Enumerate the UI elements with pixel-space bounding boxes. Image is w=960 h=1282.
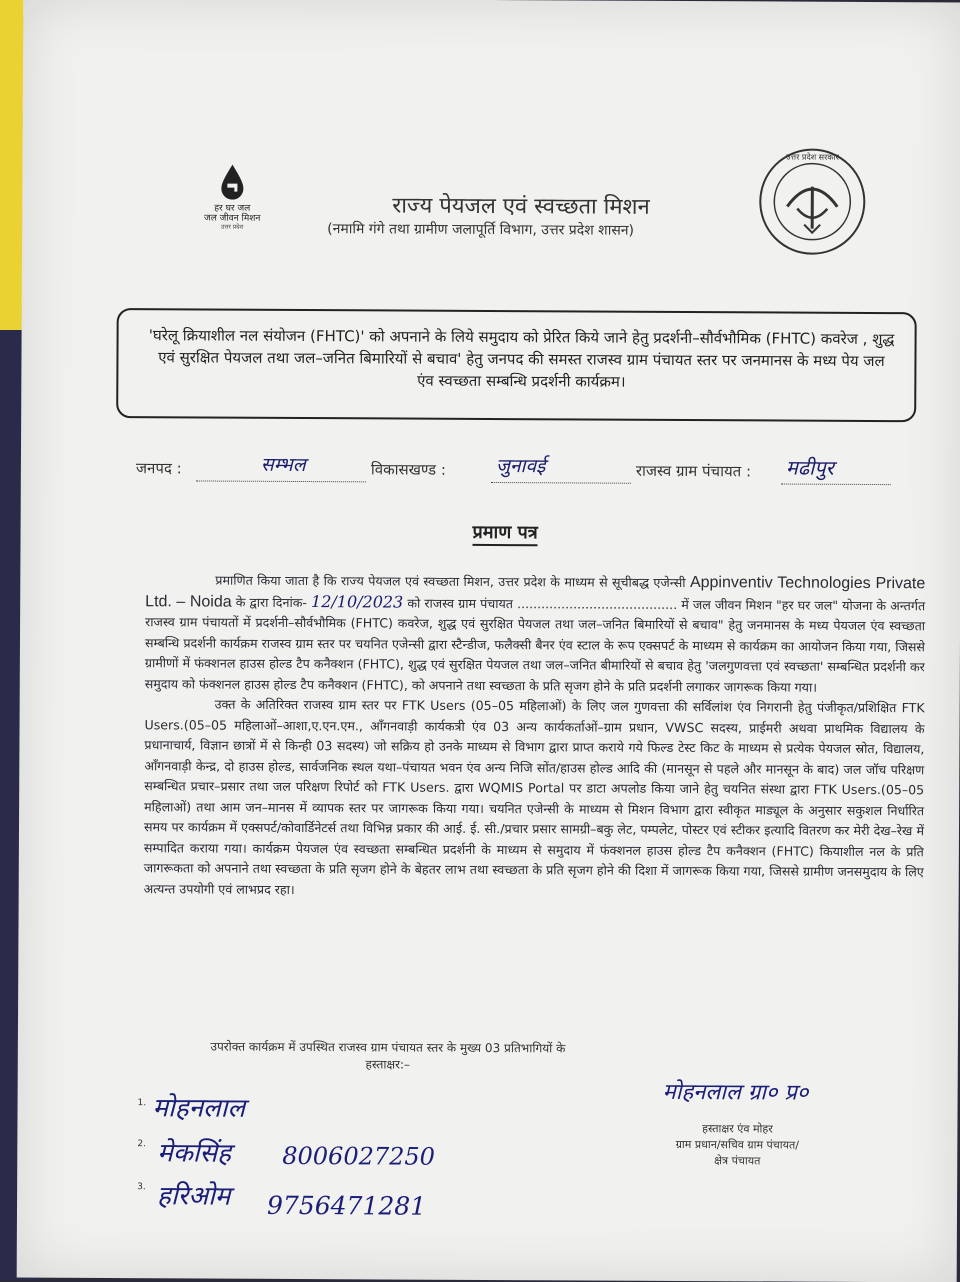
signature-name: हरिओम [157,1176,231,1212]
vikaskhand-label: विकासखण्ड : [371,459,446,479]
signature-name: मेकसिंह [157,1133,231,1169]
signature-phone: 9756471281 [267,1191,426,1221]
caption-line-2: ग्राम प्रधान/सचिव ग्राम पंचायत/ [647,1137,827,1154]
header-subtitle: (नमामि गंगे तथा ग्रामीण जलापूर्ति विभाग, उत्तर प्रदेश शासन) [327,219,634,240]
header-title: राज्य पेयजल एवं स्वच्छता मिशन [392,189,650,220]
signature-phone: 8006027250 [282,1142,435,1171]
caption-line-3: क्षेत्र पंचायत [647,1153,827,1170]
participants-note [148,1038,628,1075]
logo-line-2: जल जीवन मिशन [192,213,272,223]
janpad-label: जनपद : [136,458,182,478]
vikaskhand-value: जुनावई [496,452,546,478]
janpad-value: सम्भल [261,451,306,477]
logo-line-3: उत्तर प्रदेश [192,223,272,230]
p1-date-label: के द्वारा दिनांक- [236,594,307,609]
signature-name: मोहनलाल [152,1088,245,1124]
certificate-body [144,570,926,903]
gram-panchayat-value: मढीपुर [786,454,834,481]
signature-number: 2. [137,1139,146,1149]
signature-caption [647,1121,827,1170]
signature-number: 1. [138,1098,147,1108]
participants-line-1: उपरोक्त कार्यक्रम में उपस्थित राजस्व ग्राम पंचायत स्तर के मुख्य 03 प्रतिभागियों के [148,1038,628,1058]
seal-text: उत्तर प्रदेश सरकार [763,151,863,163]
paragraph-2: उक्त के अतिरिक्त राजस्व ग्राम स्तर पर FTK Users (05–05 महिलाओं) के लिए जल गुणवत्ता की सर्विलांश एंव निगरानी हेतु पंजीकृत/प्रशिक्षित FTK Users.(05–05 महिलाओं–आशा,ए.एन.एम., ऑंगनवाड़ी कार्यकत्री एंव 03 अन्य कार्यकर्ताओं–ग्राम प्रधान, VWSC सदस्य, प्राईमरी अथवा प्राथमिक विद्यालय के प्रधानाचार्य, विज्ञान छात्रों में से किन्ही 03 सदस्य) जो सक्रिय हो उनके माध्यम से विभाग द्वारा प्राप्त कराये गये फिल्ड टेस्ट किट के माध्यम से प्रत्येक पेयजल स्रोत, विद्यालय, ऑंगनवाड़ी केन्द्र, दो हाउस होल्ड, सार्वजनिक स्थल यथा–पंचायत भवन एंव अन्य निजि सोंत/हाउस होल्ड आदि की (मानसून से पहले और मानसून के बाद) जल जॉच परिक्षण सम्बन्धित प्रचार–प्रसार तथा जल परिक्षण रिपोर्ट को FTK Users. द्वारा WQMIS Portal पर डाटा अपलोड किया जाने हेतु चयनित संस्था द्वारा FTK Users.(05–05 महिलाओं) तथा आम जन–मानस में व्यापक स्तर पर जागरूक किया गया। चयनित एजेन्सी के माध्यम से मिशन विभाग द्वारा स्वीकृत माड्यूल के अनुसार सकुशल निर्धारित समय पर कार्यक्रम में एक्सपर्ट/कोवार्डिनेटर्स तथा विभिन्न प्रकार की आई. ई. सी./प्रचार प्रसार सामग्री–बकु लेट, पम्पलेट, पोस्टर एवं स्टीकर इत्यादि वितरण कर मेरी देख–रेख में सम्पादित कराया गया। कार्यक्रम पेयजल एंव स्वच्छता सम्बन्धित प्रदर्शनी के माध्यम से समुदाय में फंक्शनल हाउस होल्ड टैप कनैक्शन (FHTC) कियाशील नल के प्रति जागरूकता को अपनाने तथा स्वच्छता के प्रति सृजग होने के बेहतर लाभ तथा स्वच्छता के प्रति सृजग होने की दिशा में जागरूक किया गया, जिससे ग्रामीण जनसमुदाय के लिए अत्यन्त उपयोगी एवं लाभप्रद रहा। [144,694,925,903]
har-ghar-jal-logo [192,163,272,230]
paragraph-1 [145,570,926,698]
pradhan-signature: मोहनलाल ग्रा० प्र० [663,1076,809,1107]
certificate-paper [17,0,960,1282]
signature-number: 3. [137,1182,146,1192]
location-fields [136,458,936,462]
caption-line-1: हस्ताक्षर एंव मोहर [647,1121,827,1138]
logo-line-1: हर घर जल [192,203,272,213]
participants-line-2: हस्ताक्षर:– [148,1055,628,1075]
p1-intro: प्रमाणित किया जाता है कि राज्य पेयजल एवं स्वच्छता मिशन, उत्तर प्रदेश के माध्यम से सूचीबद्ध एजेन्सी [215,573,685,590]
water-drop-tap-icon [218,164,246,200]
program-date: 12/10/2023 [311,592,403,611]
gram-panchayat-label: राजस्व ग्राम पंचायत : [636,461,751,482]
certificate-heading: प्रमाण पत्र [472,520,537,546]
p1-rest: को राजस्व ग्राम पंचायत ........................................ में जल जीवन मिशन "हर घर जल" योजना के अन्तर्गत राजस्व ग्राम पंचायतों में प्रदर्शनी–सौर्वभौमिक (FHTC) कवरेज, शुद्ध एवं सुरक्षित पेयजल तथा जल–जनित बिमारियों से बचाव" हेतु जनमानस के मध्य पेयजल एंव स्वच्छता सम्बन्धि प्रदर्शनी कार्यक्रम राजस्व ग्राम स्तर पर चयनित एजेन्सी द्वारा स्टैन्डीज, फलैक्सी बैनर एंव स्टाल के रूप एक्सपर्ट के माध्यम से कार्यक्रम का आयोजन किया गया, जिससे ग्रामीणों में फंक्शनल हाउस होल्ड टैप कनैक्शन (FHTC), शुद्ध एवं सुरक्षित पेयजल तथा जल–जनित बीमारियों से बचाव हेतु 'जलगुणवत्ता एवं स्वच्छता' सम्बन्धित प्रदर्शनी कर समुदाय को फंक्शनल हाउस होल्ड टैप कनैक्शन (FHTC), को अपनाने तथा स्वच्छता के प्रति सृजग होने के प्रति प्रदर्शनी लगाकर जागरूक किया गया। [145,595,925,694]
program-title-box: 'घरेलू क्रियाशील नल संयोजन (FHTC)' को अपनाने के लिये समुदाय को प्रेरित किये जाने हेतु प्रदर्शनी–सौर्वभौमिक (FHTC) कवरेज , शुद्ध एवं सुरक्षित पेयजल तथा जल–जनित बिमारियों से बचाव' हेतु जनपद की समस्त राजस्व ग्राम पंचायत स्तर पर जनमानस के मध्य पेय जल एंव स्वच्छता सम्बन्धि प्रदर्शनी कार्यक्रम। [116,308,917,422]
up-government-seal-icon [757,146,868,257]
agency-name: Appinventiv Technologies Private Ltd. – Noida [145,574,925,610]
